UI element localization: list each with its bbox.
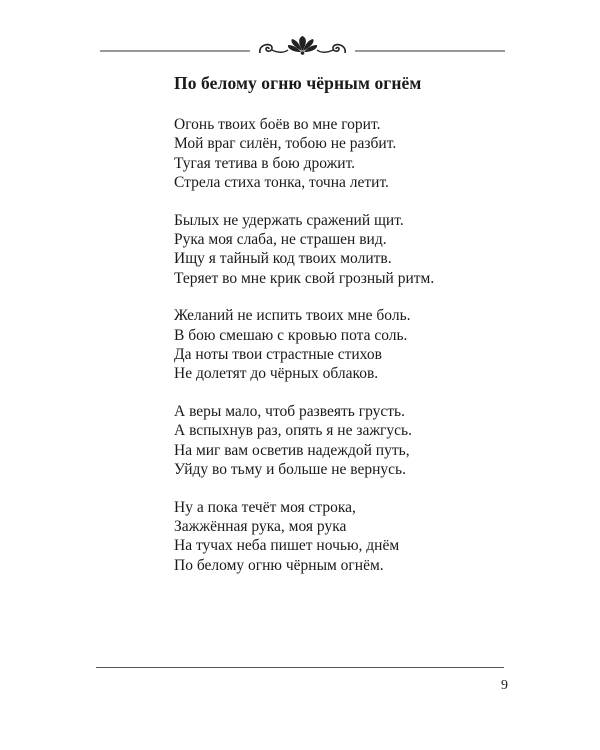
poem-line: А вспыхнув раз, опять я не зажгусь. [174,422,412,440]
poem-line: Теряет во мне крик свой грозный ритм. [174,269,435,287]
poem-line: Былых не удержать сражений щит. [174,211,404,229]
poem-line: На тучах неба пишет ночью, днём [174,537,400,555]
poem-line: Огонь твоих боёв во мне горит. [174,116,381,133]
poem [174,72,504,593]
stanza-5 [174,498,504,576]
poem-line: Желаний не испить твоих мне боль. [174,307,411,325]
poem-line: Тугая тетива в бою дрожит. [174,154,356,172]
poem-line: В бою смешаю с кровью пота соль. [174,326,408,344]
stanza-3 [174,306,504,384]
stanza-4 [174,402,504,480]
stanza-2 [174,211,504,289]
poem-line: Не долетят до чёрных облаков. [174,365,379,383]
poem-line: Да ноты твои страстные стихов [174,346,382,364]
poem-line: Рука моя слаба, не страшен вид. [174,231,387,249]
poem-line: А веры мало, чтоб развеять грусть. [174,402,406,420]
poem-line: Ну а пока течёт моя строка, [174,498,356,516]
poem-title: По белому огню чёрным огнём [174,73,422,93]
footer-divider [96,667,504,668]
header-ornament-icon [100,34,505,60]
poem-line: Ищу я тайный код твоих молитв. [174,250,392,268]
stanza-1 [174,115,504,193]
poem-line: На миг вам осветив надеждой путь, [174,441,410,459]
page-number: 9 [501,678,508,693]
poem-line: Мой враг силён, тобою не разбит. [174,135,397,153]
poem-line: Стрела стиха тонка, точна летит. [174,174,389,192]
poem-line: Уйду во тьму и больше не вернусь. [174,461,406,479]
poem-line: По белому огню чёрным огнём. [174,556,384,574]
poem-line: Зажжённая рука, моя рука [174,517,347,535]
